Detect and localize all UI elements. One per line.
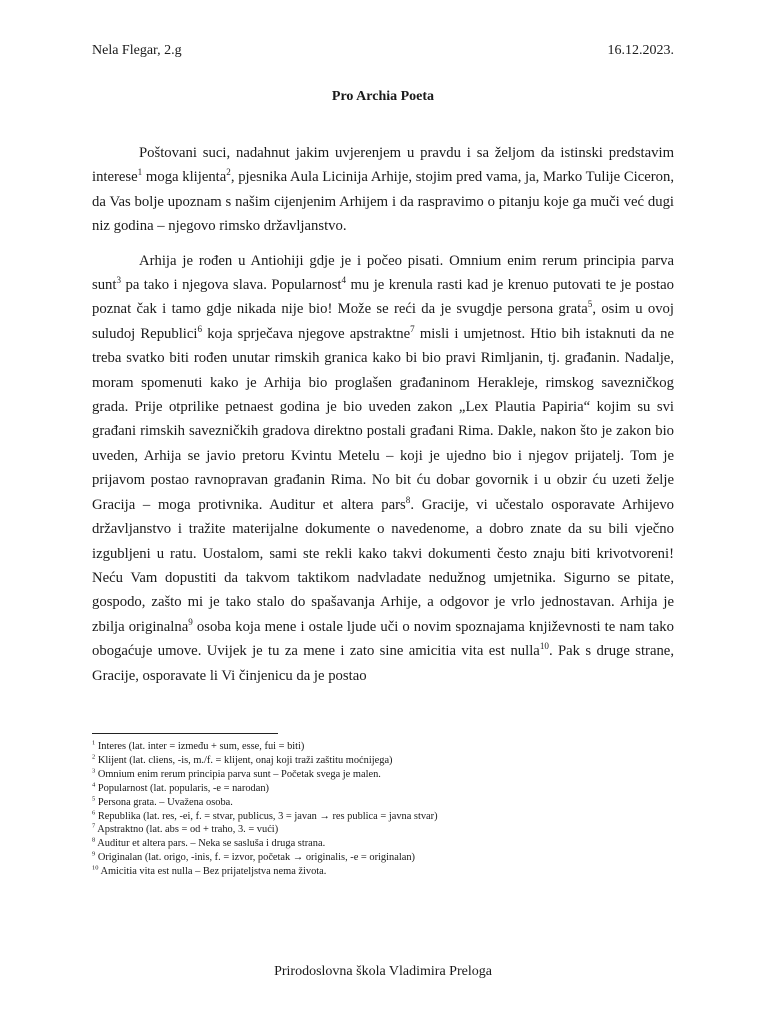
footnote [92,851,674,865]
body-paragraph [92,249,674,688]
footnote-text: Republika (lat. res, -ei, f. = stvar, publicus, 3 = javan → res publica = javna stvar) [95,810,438,822]
paragraph-text: . Gracije, vi učestalo osporavate Arhijevo državljanstvo i tražite materijalne dokumente o navedenome, a dobro znate da su bili vječno izgubljeni u ratu. Uostalom, sami ste rekli kako takvi dokumenti često znaju biti krivotvoreni! Neću Vam dopustiti da takvom taktikom nadvladate nedužnog umjetnika. Sigurno se pitate, gospodo, zašto mi je tako stalo do spašavanja Arhije, a odgovor je vrlo jednostavan. Arhija je zbilja originalna [92,496,675,635]
footnote [92,768,674,782]
footnote-marker: 5 [587,299,593,310]
footnote-marker: 2 [226,167,231,178]
footnote [92,810,674,824]
footnotes [92,740,674,879]
footnote [92,865,674,879]
author-line: Nela Flegar, 2.g [92,43,182,58]
footnote-number: 10 [92,864,99,872]
footnote [92,823,674,837]
paragraph-text: pa tako i njegova slava. Popularnost [121,277,342,294]
footnote-text: Popularnost (lat. popularis, -e = narodan) [95,782,270,794]
footnote-number: 8 [92,836,96,844]
footnote-marker: 4 [341,275,347,286]
footnote-marker: 6 [197,323,203,334]
footnote-text: Persona grata. – Uvažena osoba. [95,796,233,808]
footnote-marker: 10 [539,641,549,652]
paragraph-text: , pjesnika Aula Licinija Arhije, stojim pred vama, ja, Marko Tulije Ciceron, da Vas bolje upoznam s našim cijenjenim Arhijem i da raspravimo o pitanju koje ga muči već dugi niz godina – njegovo rimsko državljanstvo. [92,169,675,235]
footnote [92,837,674,851]
document-body [92,141,674,698]
footnote-number: 5 [92,795,96,803]
footnote-number: 1 [92,739,96,747]
page-header [92,43,674,59]
footnote-marker: 7 [410,323,415,334]
body-paragraph [92,141,674,239]
footnote-number: 3 [92,767,96,775]
page-footer: Prirodoslovna škola Vladimira Preloga [274,964,492,979]
footnote-marker: 1 [137,167,143,178]
paragraph-text: koja sprječava njegove apstraktne [202,325,411,342]
footnote-number: 7 [92,822,96,830]
footnote-text: Omnium enim rerum principia parva sunt – Početak svega je malen. [95,768,381,780]
paragraph-text: Arhija je rođen u Antiohiji gdje je i počeo pisati. Omnium enim rerum principia parva sunt [92,252,674,294]
footnote-marker: 8 [405,494,411,505]
paragraph-text: misli i umjetnost. Htio bih istaknuti da ne treba svatko biti rođen unutar rimskih granica kako bi bio pravi Rimljanin, tj. građanin. Nadalje, moram spomenuti kako je Arhija bio proglašen građaninom Herakleje, rimskog savezničkog grada. Prije otprilike petnaest godina je bio uveden zakon „Lex Plautia Papiria“ kojim su svi građani rimskih savezničkih gradova direktno postali građani Rima. Dakle, nakon što je zakon bio uveden, Arhija se javio pretoru Kvintu Metelu – koji je ujedno bio i njegov prijatelj. Tom je prijavom postao ravnopravan građanin Rima. No bit ću dobar govornik i u obzir ću uzeti želje Gracija – moga protivnika. Auditur et altera pars [92,325,674,513]
footnote [92,782,674,796]
footnote-text: Originalan (lat. origo, -inis, f. = izvor, početak → originalis, -e = originalan) [95,852,415,864]
footnote-text: Amicitia vita est nulla – Bez prijateljstva nema života. [98,866,327,878]
footnote [92,754,674,768]
footnote-text: Auditur et altera pars. – Neka se sasluša i druga strana. [95,838,326,850]
footnote-marker: 3 [116,275,122,286]
footnote [92,796,674,810]
paragraph-text: moga klijenta [142,169,227,186]
footnote [92,740,674,754]
footnote-text: Apstraktno (lat. abs = od + traho, 3. = vući) [95,824,279,836]
paragraph-text: . Pak s druge strane, Gracije, osporavate li Vi činjenicu da je postao [92,643,675,684]
paragraph-text: , osim u ovoj suludoj Republici [92,301,674,342]
footnote-number: 4 [92,781,96,789]
footnote-text: Interes (lat. inter = između + sum, esse, fui = biti) [95,741,305,752]
footnote-text: Klijent (lat. cliens, -is, m./f. = klijent, onaj koji traži zaštitu moćnijega) [95,754,393,766]
footnote-number: 6 [92,809,96,817]
paragraph-text: osoba koja mene i ostale ljude uči o novim spoznajama književnosti te nam tako obogaćuje umove. Uvijek je tu za mene i zato sine amicitia vita est nulla [92,618,674,660]
footnote-separator [92,733,278,734]
document-page [92,0,674,1024]
footnote-number: 9 [92,850,96,858]
date-line: 16.12.2023. [607,43,674,58]
footnote-marker: 9 [188,616,193,627]
paragraph-text: mu je krenula rasti kad je krenuo putovati te je postao poznat čak i tamo gdje nikada nije bio! Može se reći da je svugdje persona grata [92,277,674,318]
paragraph-text: Poštovani suci, nadahnut jakim uvjerenjem u pravdu i sa željom da istinski predstavim interese [92,145,674,186]
footnote-number: 2 [92,753,96,761]
document-title: Pro Archia Poeta [331,89,435,104]
